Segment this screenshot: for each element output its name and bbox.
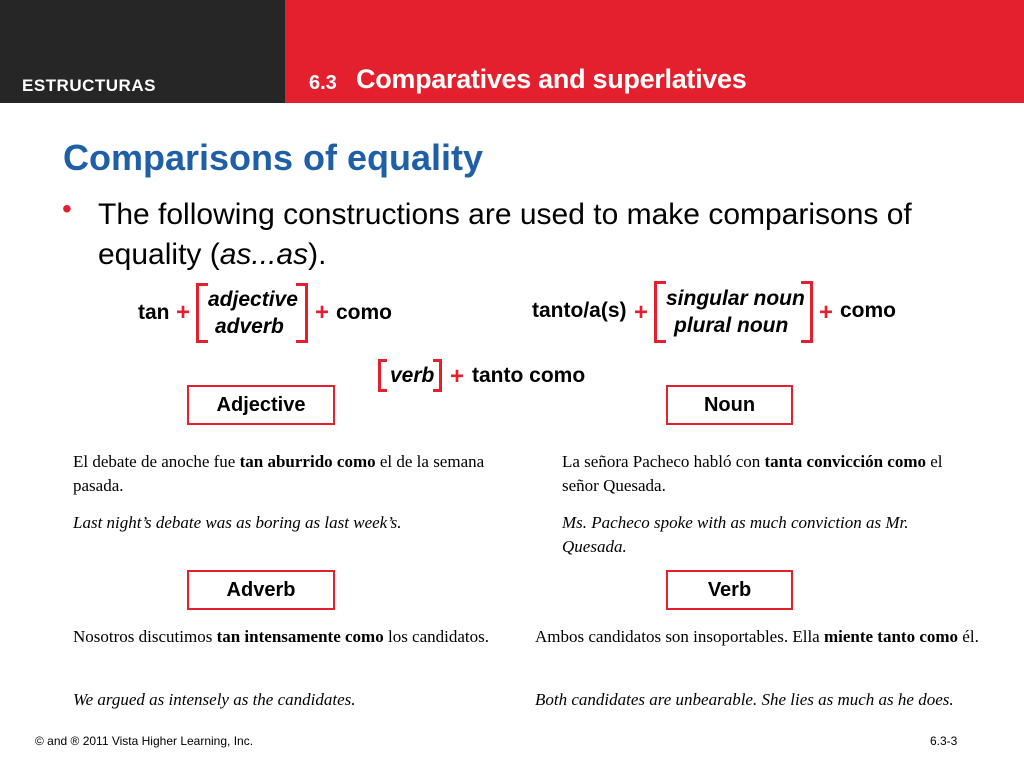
- example-text: él.: [958, 627, 979, 646]
- example-text: El debate de anoche fue: [73, 452, 240, 471]
- example-text: Nosotros discutimos: [73, 627, 217, 646]
- formula-plus: +: [315, 299, 330, 326]
- bullet-icon: •: [62, 193, 72, 224]
- bullet-text-part-1: The following constructions are used to make comparisons of equality (: [98, 198, 912, 271]
- chapter-title: Comparatives and superlatives: [356, 64, 747, 94]
- example-verb-english: Both candidates are unbearable. She lies as much as he does.: [535, 690, 954, 709]
- formula-tan: tan: [138, 301, 170, 324]
- formula-tanto-como: tanto como: [472, 364, 586, 387]
- example-noun-english: Ms. Pacheco spoke with as much conviction as Mr. Quesada.: [562, 513, 909, 556]
- example-text: Ambos candidatos son insoportables. Ella: [535, 627, 824, 646]
- category-verb: Verb: [666, 570, 793, 610]
- slide-title: Comparisons of equality: [63, 137, 484, 178]
- bracket-right: [296, 283, 308, 343]
- formula-adverb: adverb: [215, 315, 284, 338]
- example-text: La señora Pacheco habló con: [562, 452, 765, 471]
- bullet-text: [98, 195, 1008, 275]
- example-noun-spanish: [562, 450, 962, 498]
- formula-plus: +: [634, 299, 649, 326]
- section-tag: ESTRUCTURAS: [22, 76, 156, 95]
- formula-plus: +: [176, 299, 191, 326]
- chapter-number: 6.3: [309, 72, 337, 94]
- example-bold: miente tanto como: [823, 627, 959, 646]
- formula-como: como: [840, 299, 897, 322]
- formula-adjective: adjective: [208, 288, 298, 311]
- formula-tanto-as: tanto/a(s): [532, 299, 627, 322]
- formula-plus: +: [819, 299, 834, 326]
- example-text: el señor Quesada.: [562, 452, 943, 495]
- example-adjective-english: Last night’s debate was as boring as last week’s.: [73, 513, 402, 532]
- formula-plural-noun: plural noun: [674, 314, 789, 337]
- example-text: el de la semana pasada.: [73, 452, 485, 495]
- formula-plus: +: [450, 363, 465, 390]
- example-bold: tan intensamente como: [216, 627, 384, 646]
- example-text: los candidatos.: [383, 627, 490, 646]
- page-number: 6.3-3: [930, 734, 958, 748]
- category-adjective: Adjective: [187, 385, 335, 425]
- example-adjective-spanish: [73, 450, 513, 498]
- example-bold: tanta convicción como: [764, 452, 926, 471]
- example-bold: tan aburrido como: [239, 452, 376, 471]
- bracket-left: [378, 359, 387, 392]
- bullet-text-part-2: ).: [308, 238, 327, 271]
- bracket-right: [801, 281, 813, 343]
- bracket-left: [654, 281, 666, 343]
- example-adverb-english: We argued as intensely as the candidates.: [73, 690, 356, 709]
- category-noun: Noun: [666, 385, 793, 425]
- copyright-notice: © and ® 2011 Vista Higher Learning, Inc.: [35, 734, 254, 748]
- example-verb-spanish: [535, 625, 990, 649]
- bracket-right: [433, 359, 442, 392]
- example-adverb-spanish: [73, 625, 493, 649]
- category-adverb: Adverb: [187, 570, 335, 610]
- formula-verb: verb: [390, 364, 435, 387]
- formula-como: como: [336, 301, 393, 324]
- formula-singular-noun: singular noun: [666, 287, 805, 310]
- bullet-text-italic: as...as: [219, 238, 309, 271]
- bracket-left: [196, 283, 208, 343]
